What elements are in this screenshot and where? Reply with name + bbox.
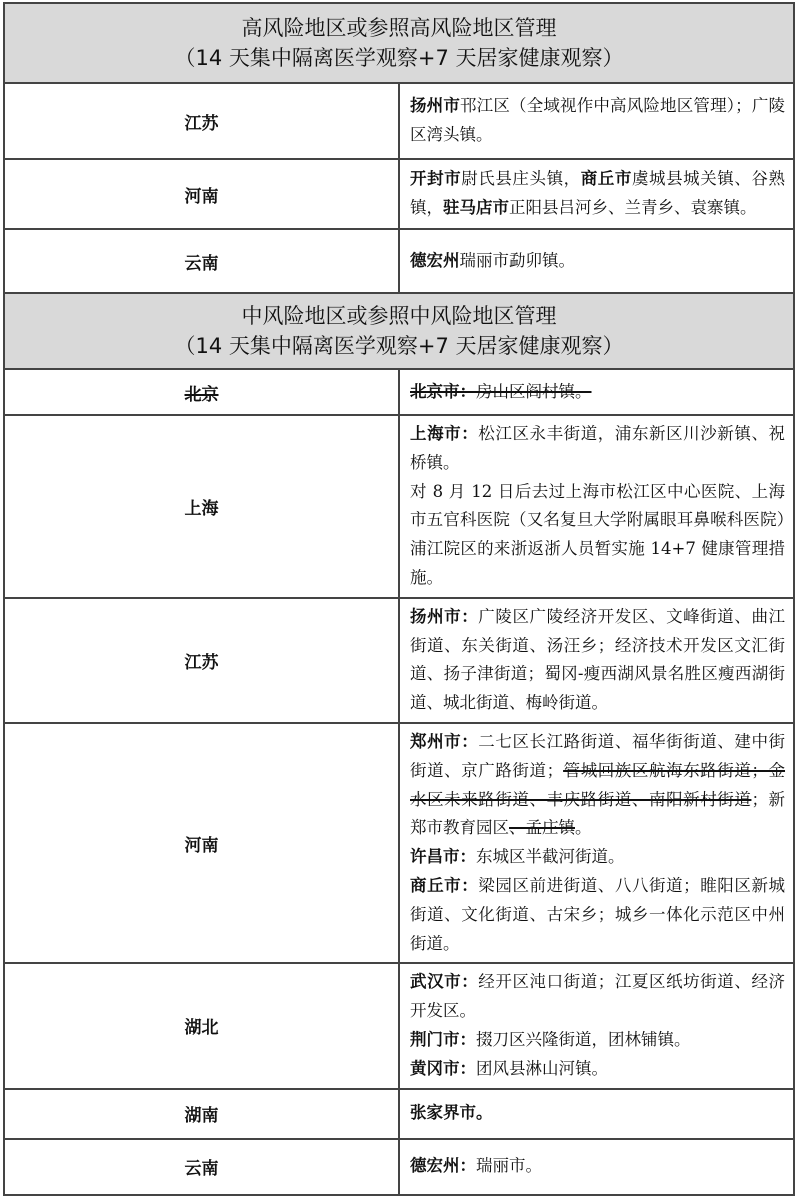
province-name xyxy=(4,963,399,1088)
province-row xyxy=(4,1089,794,1139)
area-list xyxy=(399,598,794,723)
mid-risk-header-row xyxy=(4,293,794,369)
city-name: 扬州市 xyxy=(410,96,461,116)
province-label: 江苏 xyxy=(184,113,219,134)
city-name: 北京市： xyxy=(410,381,476,401)
area-text: 瑞丽市。 xyxy=(476,1156,542,1176)
province-row xyxy=(4,369,794,415)
city-name: 开封市 xyxy=(410,169,462,189)
area-text: 广陵区广陵经济开发区、文峰街道、曲江街道、东关街道、汤汪乡；经济技术开发区文汇街道、扬子津街道；蜀冈-瘦西湖风景名胜区瘦西湖街道、城北街道、梅岭街道。 xyxy=(410,606,786,713)
area-list xyxy=(399,415,794,598)
province-name xyxy=(4,598,399,723)
area-text: 经开区沌口街道；江夏区纸坊街道、经济开发区。 xyxy=(410,972,786,1021)
province-row xyxy=(4,415,794,598)
area-list xyxy=(399,963,794,1088)
area-text: 团风县淋山河镇。 xyxy=(476,1058,608,1078)
city-name: 张家界市。 xyxy=(410,1103,493,1123)
area-list xyxy=(399,723,794,963)
city-name: 上海市： xyxy=(410,424,479,443)
province-label: 河南 xyxy=(184,835,219,856)
city-name: 黄冈市： xyxy=(410,1058,476,1078)
risk-area-table-body xyxy=(4,3,794,1195)
area-list xyxy=(399,229,794,293)
province-row xyxy=(4,229,794,293)
area-list xyxy=(399,1139,794,1195)
area-text: 虞城县城关镇、谷熟镇， xyxy=(410,169,786,217)
area-text: 尉氏县庄头镇， xyxy=(461,169,581,189)
high-risk-subtitle: （14 天集中隔离医学观察+7 天居家健康观察） xyxy=(174,46,624,70)
mid-risk-header xyxy=(4,293,794,369)
area-text: 二七区长江路街道、福华街街道、建中街街道、京广路街道； xyxy=(410,731,786,780)
risk-area-table xyxy=(3,2,795,1196)
province-label: 湖北 xyxy=(184,1018,219,1039)
city-name: 德宏州 xyxy=(410,250,460,270)
area-text: 正阳县吕河乡、兰青乡、袁寨镇。 xyxy=(509,198,757,217)
city-name: 武汉市： xyxy=(410,972,479,992)
area-list xyxy=(399,369,794,415)
province-name xyxy=(4,1089,399,1139)
area-text: 管城回族区航海东路街道；金水区未来路街道、丰庆路街道、南阳新村街道 xyxy=(410,760,786,809)
city-name: 许昌市： xyxy=(410,847,476,867)
province-name xyxy=(4,229,399,293)
city-name: 德宏州： xyxy=(410,1156,476,1176)
province-label: 北京 xyxy=(184,384,219,405)
city-name: 扬州市： xyxy=(410,606,479,626)
high-risk-header xyxy=(4,3,794,83)
area-list xyxy=(399,83,794,159)
province-row xyxy=(4,159,794,229)
city-name: 荆门市： xyxy=(410,1029,476,1049)
province-name xyxy=(4,369,399,415)
province-label: 云南 xyxy=(184,1159,219,1180)
area-list xyxy=(399,159,794,229)
province-row xyxy=(4,723,794,963)
mid-risk-title: 中风险地区或参照中风险地区管理 xyxy=(241,304,557,328)
province-label: 上海 xyxy=(184,498,219,519)
city-name: 商丘市 xyxy=(580,169,632,189)
high-risk-header-row xyxy=(4,3,794,83)
high-risk-title: 高风险地区或参照高风险地区管理 xyxy=(241,16,557,40)
province-label: 河南 xyxy=(184,186,219,207)
province-label: 云南 xyxy=(184,253,219,274)
area-text: 邗江区（全域视作中高风险地区管理）；广陵区湾头镇。 xyxy=(410,96,786,144)
province-name xyxy=(4,1139,399,1195)
province-label: 江苏 xyxy=(184,652,219,673)
area-text: 。 xyxy=(575,818,592,838)
area-list xyxy=(399,1089,794,1139)
province-name xyxy=(4,159,399,229)
area-text: 松江区永丰街道，浦东新区川沙新镇、祝桥镇。 xyxy=(410,424,786,472)
province-name xyxy=(4,723,399,963)
mid-risk-subtitle: （14 天集中隔离医学观察+7 天居家健康观察） xyxy=(174,334,624,358)
area-text: 、孟庄镇 xyxy=(509,818,575,838)
province-label: 湖南 xyxy=(184,1106,219,1127)
area-text: 瑞丽市勐卯镇。 xyxy=(459,250,575,270)
area-text: 对 8 月 12 日后去过上海市松江区中心医院、上海市五官科医院（又名复旦大学附属眼耳鼻喉科医院）浦江院区的来浙返浙人员暂实施 14+7 健康管理措施。 xyxy=(410,481,785,587)
area-text: 掇刀区兴隆街道，团林铺镇。 xyxy=(476,1029,691,1049)
area-text: ；新郑市教育园区 xyxy=(410,789,786,838)
province-row xyxy=(4,83,794,159)
area-text: 梁园区前进街道、八八街道；睢阳区新城街道、文化街道、古宋乡；城乡一体化示范区中州街道。 xyxy=(410,875,786,953)
city-name: 郑州市： xyxy=(410,731,479,751)
area-text: 房山区阎村镇。 xyxy=(476,381,592,401)
province-row xyxy=(4,963,794,1088)
province-name xyxy=(4,83,399,159)
area-text: 东城区半截河街道。 xyxy=(476,847,625,867)
province-row xyxy=(4,1139,794,1195)
province-name xyxy=(4,415,399,598)
city-name: 驻马店市 xyxy=(443,198,509,217)
province-row xyxy=(4,598,794,723)
city-name: 商丘市： xyxy=(410,875,479,895)
